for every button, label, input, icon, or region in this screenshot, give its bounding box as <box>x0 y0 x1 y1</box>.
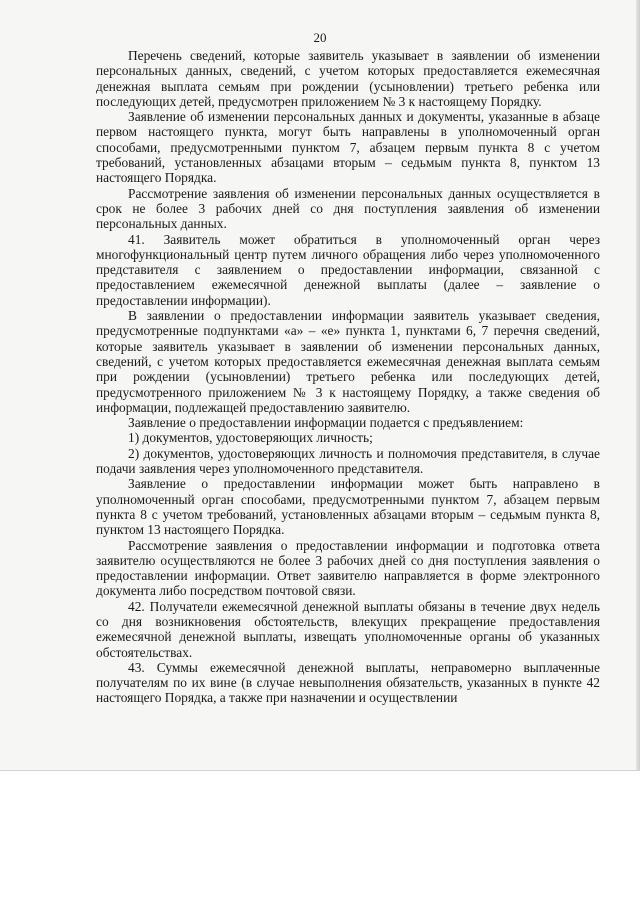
paragraph: Заявление о предоставлении информации может быть направлено в уполномоченный орган способами, предусмотренными пунктом 7, абзацем первым пункта 8 с учетом требований, установленных абзацами вторым – седьмым пункта 8, пунктом 13 настоящего Порядка. <box>96 476 600 538</box>
list-item: 1) документов, удостоверяющих личность; <box>128 430 373 446</box>
paragraph: Рассмотрение заявления о предоставлении информации и подготовка ответа заявителю осуществляются не более 3 рабочих дней со дня поступления заявления о предоставлении информации. Ответ заявителю направляется в форме электронного документа либо посредством почтовой связи. <box>96 537 600 599</box>
paragraph: Рассмотрение заявления об изменении персональных данных осуществляется в срок не более 3 рабочих дней со дня поступления заявления об изменении персональных данных. <box>96 185 600 232</box>
paragraph: В заявлении о предоставлении информации заявитель указывает сведения, предусмотренные подпунктами «а» – «е» пункта 1, пунктами 6, 7 перечня сведений, которые заявитель указывает в заявлении об изменении персональных данных, сведений, с учетом которых предоставляется ежемесячная денежная выплата семьям при рождении (усыновлении) третьего ребенка или последующих детей, предусмотренного приложением № 3 к настоящему Порядку, а также сведения об информации, подлежащей предоставлению заявителю. <box>96 308 600 415</box>
page-number: 20 <box>313 30 327 45</box>
paragraph: 42. Получатели ежемесячной денежной выплаты обязаны в течение двух недель со дня возникновения обстоятельств, влекущих прекращение предоставления ежемесячной денежной выплаты, извещать уполномоченные органы об указанных обстоятельствах. <box>96 598 600 660</box>
paragraph: Заявление о предоставлении информации подается с предъявлением: <box>128 415 524 431</box>
list-item: 2) документов, удостоверяющих личность и полномочия представителя, в случае подачи заявления через уполномоченного представителя. <box>96 445 600 477</box>
paragraph: 43. Суммы ежемесячной денежной выплаты, неправомерно выплаченные получателям по их вине (в случае невыполнения обязательств, указанных в пункте 42 настоящего Порядка, а также при назначении и осуществлении <box>96 659 600 706</box>
paragraph: Перечень сведений, которые заявитель указывает в заявлении об изменении персональных данных, сведений, с учетом которых предоставляется ежемесячная денежная выплата семьям при рождении (усыновлении) третьего ребенка или последующих детей, предусмотрен приложением № 3 к настоящему Порядку. <box>96 48 600 109</box>
paragraph: 41. Заявитель может обратиться в уполномоченный орган через многофункциональный центр путем личного обращения либо через уполномоченного представителя с заявлением о предоставлении информации, связанной с предоставлением ежемесячной денежной выплаты (далее – заявление о предоставлении информации). <box>96 231 600 308</box>
document-body <box>96 48 600 706</box>
paragraph: Заявление об изменении персональных данных и документы, указанные в абзаце первом настоящего пункта, могут быть направлены в уполномоченный орган способами, предусмотренными пунктом 7, абзацем первым пункта 8 с учетом требований, установленных абзацами вторым – седьмым пункта 8, пунктом 13 настоящего Порядка. <box>96 109 600 186</box>
page-edge-shadow <box>636 0 640 770</box>
